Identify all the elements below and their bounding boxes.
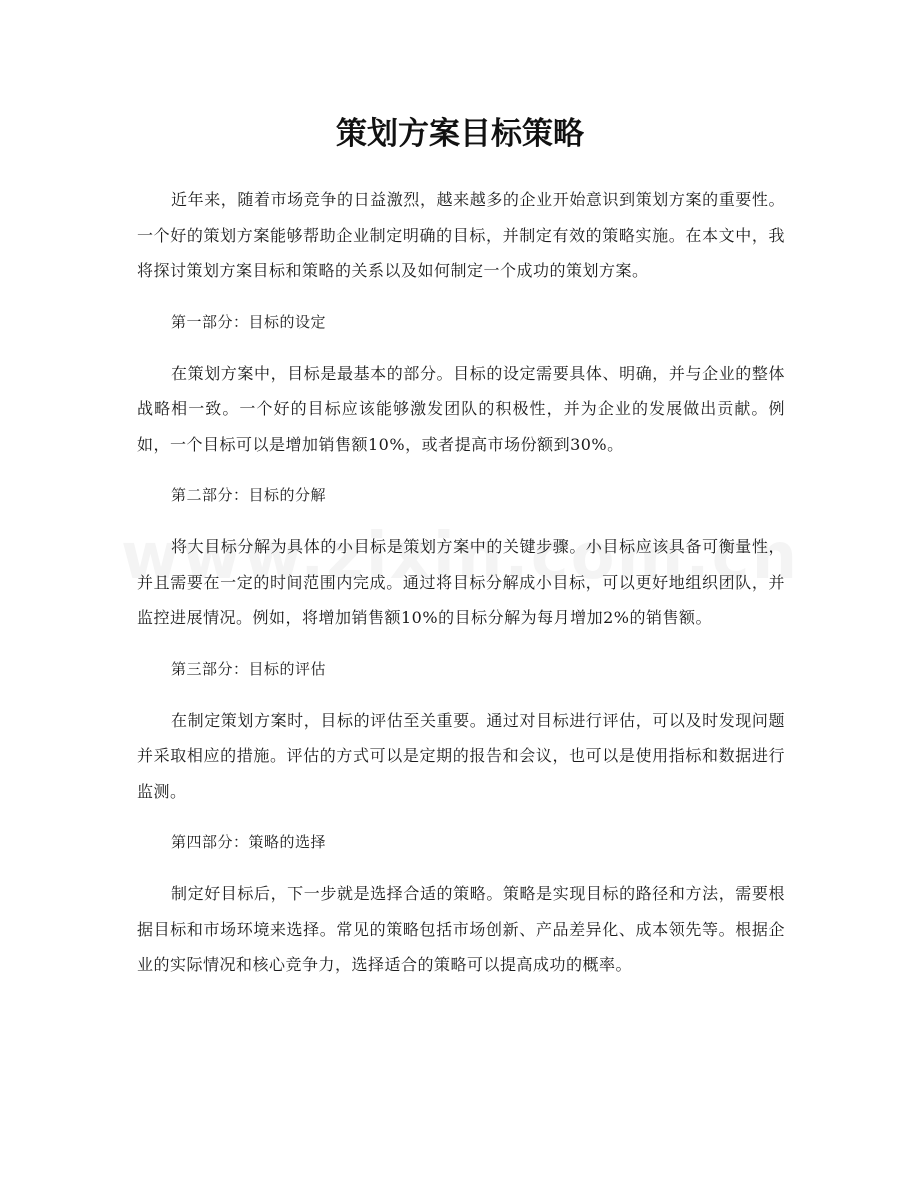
intro-paragraph: 近年来，随着市场竞争的日益激烈，越来越多的企业开始意识到策划方案的重要性。一个好的策划方案能够帮助企业制定明确的目标，并制定有效的策略实施。在本文中，我将探讨策划方案目标和策略的关系以及如何制定一个成功的策划方案。 — [137, 190, 785, 280]
section-paragraph: 在制定策划方案时，目标的评估至关重要。通过对目标进行评估，可以及时发现问题并采取相应的措施。评估的方式可以是定期的报告和会议，也可以是使用指标和数据进行监测。 — [137, 710, 785, 801]
section-paragraph: 将大目标分解为具体的小目标是策划方案中的关键步骤。小目标应该具备可衡量性，并且需要在一定的时间范围内完成。通过将目标分解成小目标，可以更好地组织团队，并监控进展情况。例如，将增加销售额10%的目标分解为每月增加2%的销售额。 — [137, 537, 785, 627]
document-title: 策划方案目标策略 — [336, 116, 584, 152]
document-body — [137, 182, 785, 999]
section-paragraph: 在策划方案中，目标是最基本的部分。目标的设定需要具体、明确，并与企业的整体战略相一致。一个好的目标应该能够激发团队的积极性，并为企业的发展做出贡献。例如，一个目标可以是增加销售额10%，或者提高市场份额到30%。 — [137, 363, 785, 454]
section-paragraph: 制定好目标后，下一步就是选择合适的策略。策略是实现目标的路径和方法，需要根据目标和市场环境来选择。常见的策略包括市场创新、产品差异化、成本领先等。根据企业的实际情况和核心竞争力，选择适合的策略可以提高成功的概率。 — [137, 884, 785, 974]
section-heading: 第二部分：目标的分解 — [171, 486, 327, 504]
section-heading: 第三部分：目标的评估 — [171, 659, 327, 678]
section-heading: 第四部分：策略的选择 — [171, 833, 327, 851]
section-heading: 第一部分：目标的设定 — [171, 312, 327, 331]
